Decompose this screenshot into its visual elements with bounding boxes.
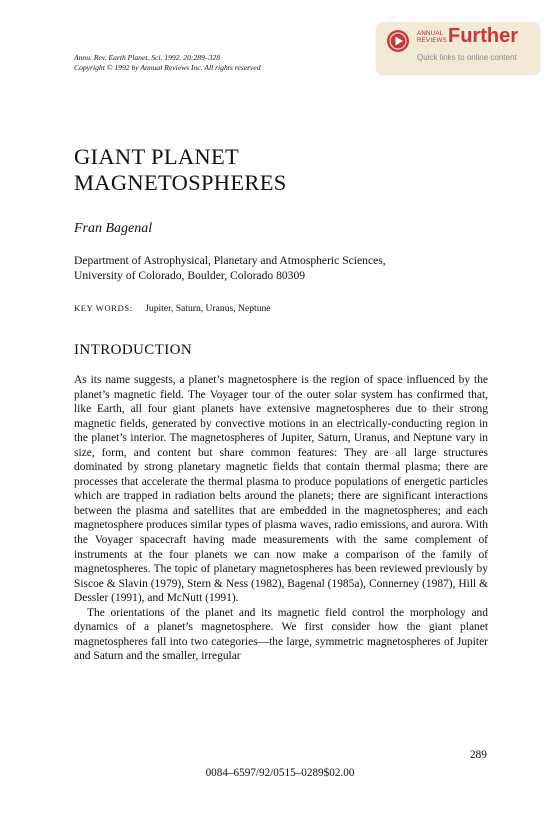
brand-line-2: REVIEWS: [417, 36, 447, 44]
keywords-label: KEY WORDS:: [74, 303, 133, 313]
affiliation-line-1: Department of Astrophysical, Planetary and Atmospheric Sciences,: [74, 254, 386, 267]
keywords-list: Jupiter, Saturn, Uranus, Neptune: [145, 303, 271, 314]
play-arrow-icon: [387, 30, 409, 52]
brand-line-1: ANNUAL: [417, 30, 444, 37]
citation-line-2: Copyright © 1992 by Annual Reviews Inc. All rights reserved: [74, 63, 261, 72]
page-number: 289: [470, 749, 487, 761]
further-subtitle: Quick links to online content: [417, 53, 517, 62]
paragraph-1: As its name suggests, a planet’s magnetosphere is the region of space influenced by the planet’s magnetic field. The Voyager tour of the outer solar system has confirmed that, like Earth, all four giant planets have extensive magnetospheres due to their strong magnetic fields, generated by convective motions in an electrically-conducting region in the planet’s interior. The magnetospheres of Jupiter, Saturn, Uranus, and Neptune vary in size, form, and content but share common features: They are all large structures dominated by strong planetary magnetic fields that contain thermal plasma; there are processes that accelerate the thermal plasma to produce populations of energetic particles which are trapped in radiation belts around the planets; there are significant interactions between the plasma and satellites that are embedded in the magnetospheres; and each magnetosphere produces similar types of plasma waves, radio emissions, and aurora. With the Voyager spacecraft having made measurements with the same complement of instruments at the four planets we can now make a comparison of the family of magnetospheres. The topic of planetary magnetospheres has been reviewed previously by Siscoe & Slavin (1979), Stern & Ness (1982), Bagenal (1985a), Connerney (1987), Hill & Dessler (1991), and McNutt (1991).: [74, 374, 488, 605]
title-line-1: GIANT PLANET: [74, 144, 240, 169]
article-title: [74, 144, 374, 196]
paragraph-2: The orientations of the planet and its magnetic field control the morphology and dynamics of a planet’s magnetosphere. We first consider how the giant planet magnetospheres fall into two categories—the large, symmetric magnetospheres of Jupiter and Saturn and the smaller, irregular: [74, 606, 488, 663]
author-name: Fran Bagenal: [74, 221, 153, 236]
affiliation-line-2: University of Colorado, Boulder, Colorado 80309: [74, 269, 306, 282]
article-body: [74, 373, 488, 664]
author-affiliation: [74, 253, 494, 283]
citation-line-1: Annu. Rev. Earth Planet. Sci. 1992. 20:289–328: [74, 53, 221, 62]
title-line-2: MAGNETOSPHERES: [74, 170, 287, 195]
keywords: [74, 303, 271, 314]
further-badge[interactable]: [376, 22, 540, 74]
journal-citation: [74, 53, 261, 73]
annual-reviews-brand: [417, 31, 447, 44]
section-heading: INTRODUCTION: [74, 342, 193, 358]
further-wordmark: Further: [448, 25, 518, 47]
footer-code: 0084–6597/92/0515–0289$02.00: [205, 767, 355, 779]
